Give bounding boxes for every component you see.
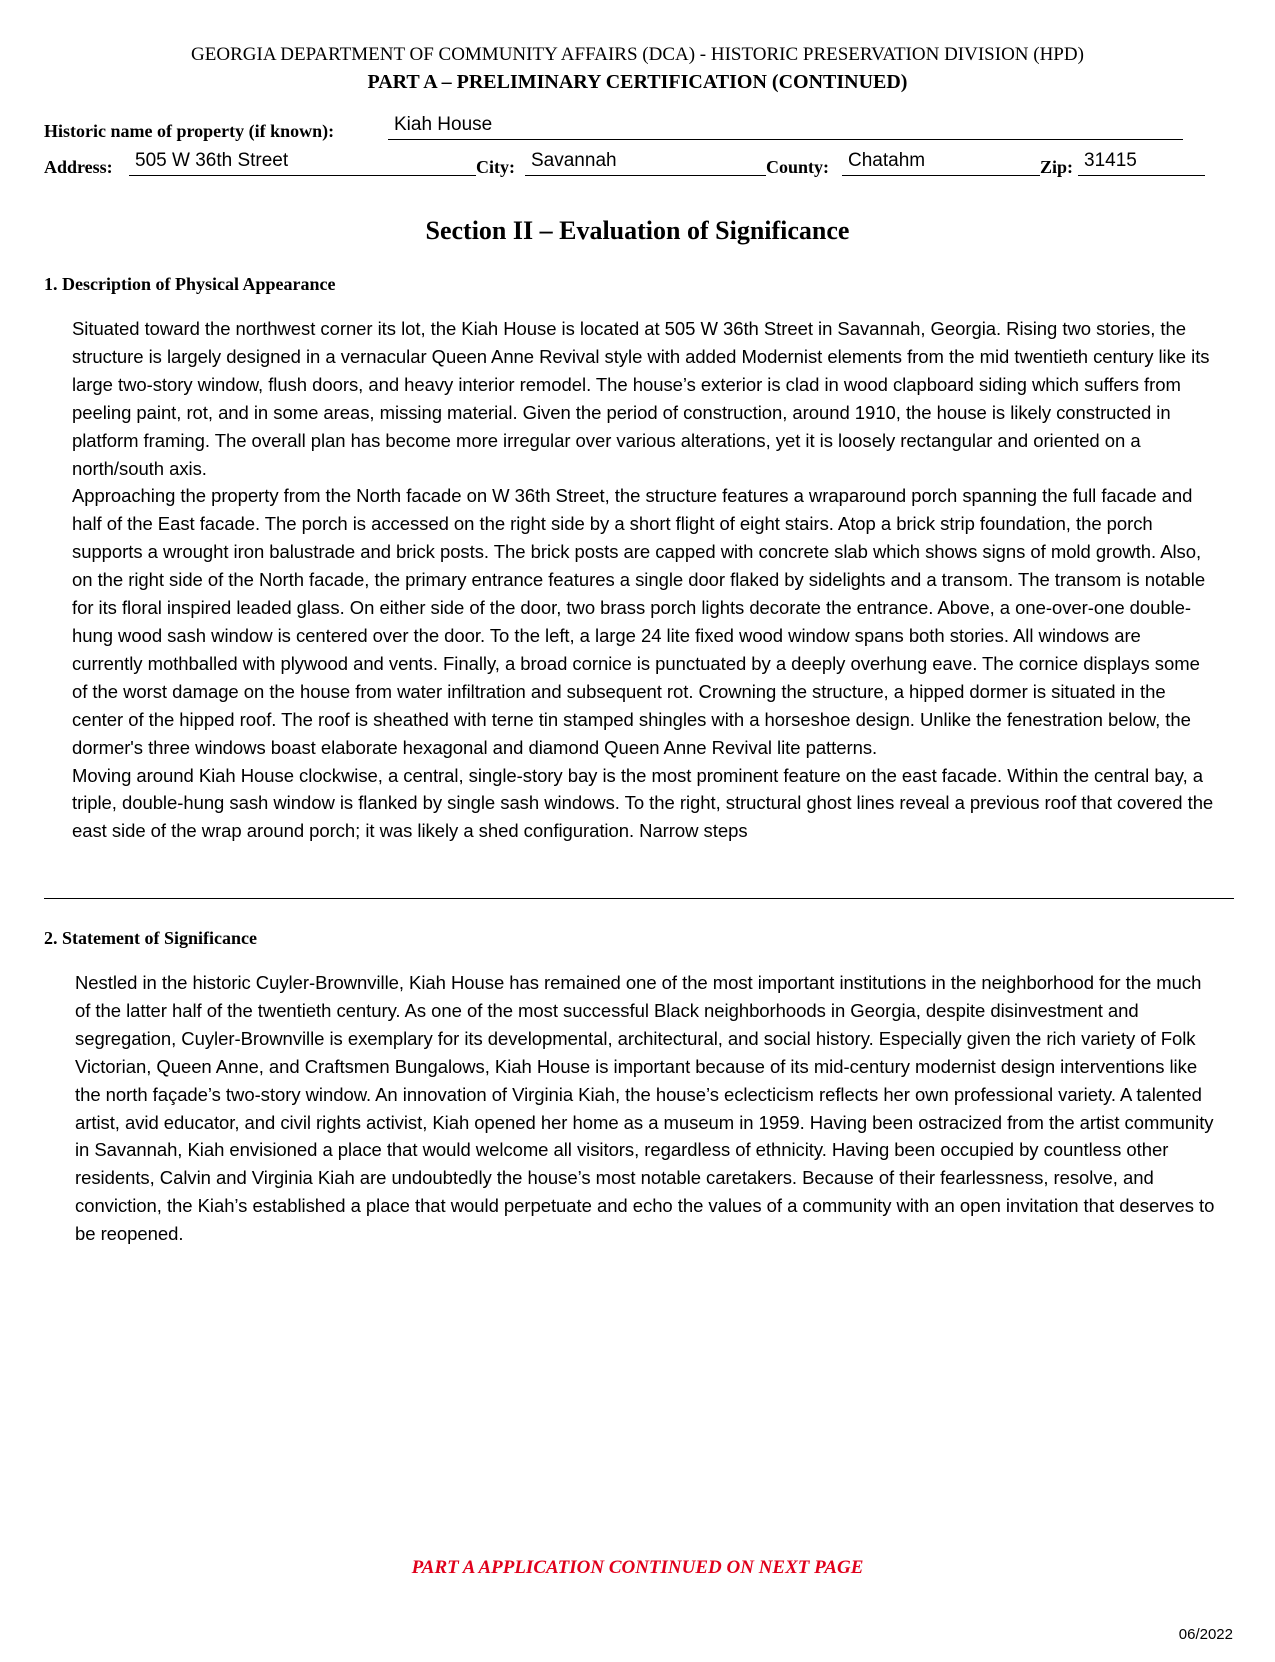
significance-text-area[interactable] (75, 969, 1215, 1248)
agency-header: GEORGIA DEPARTMENT OF COMMUNITY AFFAIRS (DCA) - HISTORIC PRESERVATION DIVISION (HPD) (191, 44, 1084, 65)
zip-label: Zip: (1040, 157, 1074, 177)
description-paragraph: Moving around Kiah House clockwise, a central, single-story bay is the most prominent feature on the east facade. Within the central bay, a triple, double-hung sash window is flanked by single sash windows. To the right, structural ghost lines reveal a previous roof that covered the east side of the wrap around porch; it was likely a shed configuration. Narrow steps (72, 764, 1214, 842)
address-label: Address: (44, 157, 113, 177)
significance-paragraph: Nestled in the historic Cuyler-Brownville, Kiah House has remained one of the most important institutions in the neighborhood for the much of the latter half of the twentieth century. As one of the most successful Black neighborhoods in Georgia, despite disinvestment and segregation, Cuyler-Brownville is exemplary for its developmental, architectural, and social history. Especially given the rich variety of Folk Victorian, Queen Anne, and Craftsmen Bungalows, Kiah House is important because of its mid-century modernist design interventions like the north façade’s two-story window. An innovation of Virginia Kiah, the house’s eclecticism reflects her own professional variety. A talented artist, avid educator, and civil rights activist, Kiah opened her home as a museum in 1959. Having been ostracized from the artist community in Savannah, Kiah envisioned a place that would welcome all visitors, regardless of ethnicity. Having been occupied by countless other residents, Calvin and Virginia Kiah are undoubtedly the house’s most notable caretakers. Because of their fearlessness, resolve, and conviction, the Kiah’s established a place that would perpetuate and echo the values of a community with an open invitation that deserves to be reopened. (75, 972, 1215, 1245)
description-text-area[interactable] (72, 315, 1214, 845)
part-title: PART A – PRELIMINARY CERTIFICATION (CONTINUED) (367, 71, 908, 93)
continued-notice: PART A APPLICATION CONTINUED ON NEXT PAGE (411, 1557, 864, 1578)
city-field[interactable]: Savannah (525, 150, 766, 176)
historic-name-field[interactable]: Kiah House (388, 114, 1183, 140)
city-label: City: (476, 157, 515, 177)
section-title: Section II – Evaluation of Significance (425, 216, 850, 245)
zip-field[interactable]: 31415 (1078, 150, 1205, 176)
description-paragraph: Approaching the property from the North facade on W 36th Street, the structure features a wraparound porch spanning the full facade and half of the East facade. The porch is accessed on the right side by a short flight of eight stairs. Atop a brick strip foundation, the porch supports a wrought iron balustrade and brick posts. The brick posts are capped with concrete slab which shows signs of mold growth. Also, on the right side of the North facade, the primary entrance features a single door flaked by sidelights and a transom. The transom is notable for its floral inspired leaded glass. On either side of the door, two brass porch lights decorate the entrance. Above, a one-over-one double-hung wood sash window is centered over the door. To the left, a large 24 lite fixed wood window spans both stories. All windows are currently mothballed with plywood and vents. Finally, a broad cornice is punctuated by a deeply overhung eave. The cornice displays some of the worst damage on the house from water infiltration and subsequent rot. Crowning the structure, a hipped dormer is situated in the center of the hipped roof. The roof is sheathed with terne tin stamped shingles with a horseshoe design. Unlike the fenestration below, the dormer's three windows boast elaborate hexagonal and diamond Queen Anne Revival lite patterns. (72, 485, 1206, 758)
description-paragraph: Situated toward the northwest corner its lot, the Kiah House is located at 505 W 36th Street in Savannah, Georgia. Rising two stories, the structure is largely designed in a vernacular Queen Anne Revival style with added Modernist elements from the mid twentieth century like its large two-story window, flush doors, and heavy interior remodel. The house’s exterior is clad in wood clapboard siding which suffers from peeling paint, rot, and in some areas, missing material. Given the period of construction, around 1910, the house is likely constructed in platform framing. The overall plan has become more irregular over various alterations, yet it is loosely rectangular and oriented on a north/south axis. (72, 318, 1210, 479)
significance-heading: 2. Statement of Significance (44, 928, 257, 948)
historic-name-label: Historic name of property (if known): (44, 121, 335, 141)
description-heading: 1. Description of Physical Appearance (44, 274, 336, 294)
section-divider (44, 898, 1234, 899)
form-date: 06/2022 (1178, 1626, 1233, 1643)
county-field[interactable]: Chatahm (842, 150, 1040, 176)
county-label: County: (766, 157, 830, 177)
address-field[interactable]: 505 W 36th Street (129, 150, 476, 176)
